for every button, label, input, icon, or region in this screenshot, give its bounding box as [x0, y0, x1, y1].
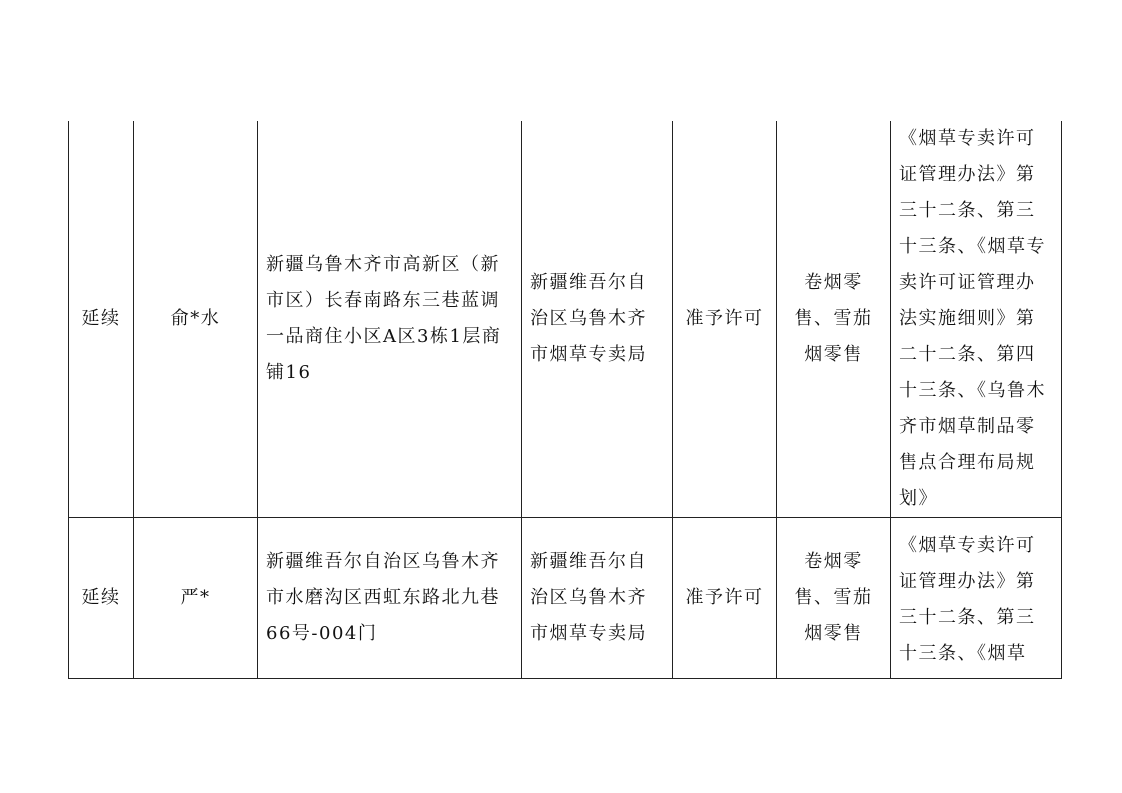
- cell-basis: 《烟草专卖许可证管理办法》第三十二条、第三十三条、《烟草: [891, 518, 1062, 679]
- cell-authority: 新疆维吾尔自治区乌鲁木齐市烟草专卖局: [522, 121, 673, 518]
- cell-decision: 准予许可: [673, 518, 777, 679]
- table-row: [69, 518, 1062, 679]
- cell-scope: 卷烟零售、雪茄烟零售: [777, 121, 891, 518]
- cell-name: 俞*水: [134, 121, 258, 518]
- cell-scope: 卷烟零售、雪茄烟零售: [777, 518, 891, 679]
- cell-decision: 准予许可: [673, 121, 777, 518]
- cell-address: 新疆维吾尔自治区乌鲁木齐市水磨沟区西虹东路北九巷66号-004门: [258, 518, 522, 679]
- table-row: [69, 121, 1062, 518]
- cell-basis: 《烟草专卖许可证管理办法》第三十二条、第三十三条、《烟草专卖许可证管理办法实施细则》第二十二条、第四十三条、《乌鲁木齐市烟草制品零售点合理布局规划》: [891, 121, 1062, 518]
- cell-address: 新疆乌鲁木齐市高新区（新市区）长春南路东三巷蓝调一品商住小区A区3栋1层商铺16: [258, 121, 522, 518]
- cell-type: 延续: [69, 518, 134, 679]
- cell-authority: 新疆维吾尔自治区乌鲁木齐市烟草专卖局: [522, 518, 673, 679]
- cell-name: 严*: [134, 518, 258, 679]
- license-table: [68, 121, 1062, 679]
- cell-type: 延续: [69, 121, 134, 518]
